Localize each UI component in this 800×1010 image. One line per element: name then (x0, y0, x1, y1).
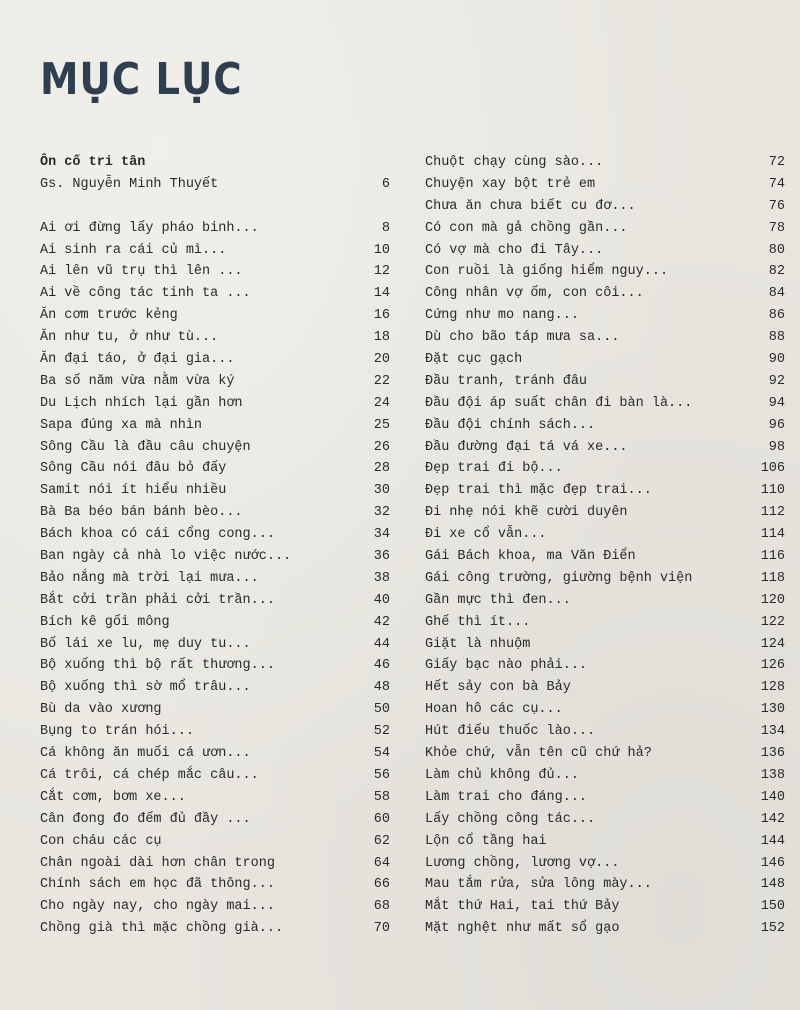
toc-entry-title: Mau tắm rửa, sửa lông mày... (425, 877, 652, 893)
toc-row (425, 896, 785, 918)
toc-entry-title: Du Lịch nhích lại gần hơn (40, 395, 243, 411)
toc-row (40, 612, 390, 634)
toc-entry-title: Bù da vào xương (40, 702, 162, 718)
toc-entry-page: 24 (373, 395, 390, 411)
toc-entry-page: 136 (760, 746, 785, 762)
toc-entry-title: Ai ơi đừng lấy pháo binh... (40, 220, 259, 236)
toc-entry-title: Ai sinh ra cái củ mì... (40, 242, 227, 258)
toc-row (425, 809, 785, 831)
toc-entry-page: 64 (373, 855, 390, 871)
toc-entry-title: Ba số năm vừa nằm vừa ký (40, 373, 235, 389)
toc-entry-page: 130 (760, 702, 785, 718)
toc-entry-page: 46 (373, 658, 390, 674)
toc-entry-title: Samit nói ít hiểu nhiều (40, 483, 227, 499)
toc-entry-title: Ăn như tu, ở như tù... (40, 330, 219, 346)
toc-row (425, 743, 785, 765)
toc-entry-page: 82 (768, 264, 785, 280)
toc-entry-title: Sông Cầu là đầu câu chuyện (40, 439, 251, 455)
toc-entry-title: Cá trôi, cá chép mắc câu... (40, 767, 259, 783)
toc-row (425, 787, 785, 809)
toc-row (40, 240, 390, 262)
toc-row (425, 458, 785, 480)
toc-row (40, 787, 390, 809)
toc-row (425, 677, 785, 699)
toc-entry-page: 126 (760, 658, 785, 674)
toc-entry-title: Hút điếu thuốc lào... (425, 724, 596, 740)
toc-entry-page: 76 (768, 198, 785, 214)
toc-entry-page: 72 (768, 155, 785, 170)
toc-entry-page: 150 (760, 899, 785, 915)
toc-row (425, 765, 785, 787)
toc-row (425, 415, 785, 437)
toc-entry-title: Sapa đúng xa mà nhìn (40, 417, 203, 433)
toc-entry-title: Đặt cục gạch (425, 352, 523, 368)
toc-entry-title: Khỏe chứ, vẫn tên cũ chứ hả? (425, 746, 652, 762)
toc-row (40, 568, 390, 590)
toc-entry-page: 98 (768, 439, 785, 455)
toc-section-row (40, 152, 390, 174)
toc-entry-title: Gs. Nguyễn Minh Thuyết (40, 176, 219, 192)
toc-entry-title: Đi nhẹ nói khẽ cười duyên (425, 505, 628, 521)
toc-entry-title: Chuyện xay bột trẻ em (425, 176, 596, 192)
toc-entry-page: 36 (373, 549, 390, 565)
toc-entry-page: 30 (373, 483, 390, 499)
toc-entry-page: 144 (760, 833, 785, 849)
toc-entry-page: 40 (373, 592, 390, 608)
toc-entry-page: 8 (381, 220, 390, 236)
toc-left-entries (40, 218, 390, 940)
toc-entry-page: 60 (373, 811, 390, 827)
toc-row (40, 546, 390, 568)
toc-entry-page: 90 (768, 352, 785, 368)
toc-entry-title: Đi xe cổ vẫn... (425, 527, 547, 543)
toc-row (425, 174, 785, 196)
toc-entry-title: Ai về công tác tinh ta ... (40, 286, 251, 302)
toc-entry-page: 20 (373, 352, 390, 368)
section-title: Ôn cố tri tân (40, 155, 146, 170)
toc-entry-title: Ăn đại táo, ở đại gia... (40, 352, 235, 368)
toc-entry-title: Làm chủ không đủ... (425, 767, 579, 783)
toc-row (425, 349, 785, 371)
toc-entry-page: 88 (768, 330, 785, 346)
toc-row (40, 655, 390, 677)
toc-entry-title: Giấy bạc nào phải... (425, 658, 588, 674)
toc-entry-page: 70 (373, 921, 390, 937)
toc-entry-title: Công nhân vợ ốm, con côi... (425, 286, 644, 302)
toc-entry-title: Chuột chạy cùng sào... (425, 155, 604, 170)
toc-entry-page: 54 (373, 746, 390, 762)
toc-row (40, 437, 390, 459)
toc-entry-title: Mặt nghệt như mất sổ gạo (425, 921, 620, 937)
toc-entry-page: 86 (768, 308, 785, 324)
toc-row (425, 699, 785, 721)
toc-row (40, 524, 390, 546)
toc-entry-page: 74 (768, 176, 785, 192)
toc-entry-title: Ghế thì ít... (425, 614, 531, 630)
toc-entry-page: 152 (760, 921, 785, 937)
toc-entry-title: Giặt là nhuộm (425, 636, 531, 652)
toc-row (40, 918, 390, 940)
toc-entry-title: Đẹp trai thì mặc đẹp trai... (425, 483, 652, 499)
toc-entry-page: 48 (373, 680, 390, 696)
toc-right-entries (425, 152, 785, 940)
toc-row (40, 393, 390, 415)
toc-row (425, 721, 785, 743)
toc-row (40, 218, 390, 240)
toc-entry-page: 134 (760, 724, 785, 740)
toc-row (425, 853, 785, 875)
toc-entry-title: Cho ngày nay, cho ngày mai... (40, 899, 275, 915)
toc-row (425, 283, 785, 305)
toc-row (40, 458, 390, 480)
toc-entry-page: 12 (373, 264, 390, 280)
toc-entry-page: 106 (760, 461, 785, 477)
toc-entry-page: 142 (760, 811, 785, 827)
toc-entry-title: Hoan hô các cụ... (425, 702, 563, 718)
toc-row (425, 437, 785, 459)
toc-entry-page: 146 (760, 855, 785, 871)
toc-row (40, 743, 390, 765)
toc-row (40, 349, 390, 371)
toc-entry-title: Lộn cổ tầng hai (425, 833, 547, 849)
toc-row (425, 371, 785, 393)
toc-entry-title: Có con mà gả chồng gần... (425, 220, 628, 236)
toc-row (40, 480, 390, 502)
toc-entry-title: Đầu tranh, tránh đâu (425, 373, 588, 389)
toc-entry-page: 26 (373, 439, 390, 455)
toc-entry-title: Chồng già thì mặc chồng già... (40, 921, 284, 937)
toc-row (40, 371, 390, 393)
toc-entry-page: 114 (760, 527, 785, 543)
toc-entry-title: Làm trai cho đáng... (425, 789, 588, 805)
toc-row (425, 524, 785, 546)
toc-entry-title: Bộ xuống thì sờ mổ trâu... (40, 680, 251, 696)
toc-row (40, 874, 390, 896)
toc-row (40, 896, 390, 918)
toc-entry-page: 16 (373, 308, 390, 324)
toc-row (40, 261, 390, 283)
toc-entry-page: 112 (760, 505, 785, 521)
toc-entry-page: 122 (760, 614, 785, 630)
toc-row (40, 677, 390, 699)
toc-row (40, 721, 390, 743)
toc-entry-title: Bích kê gối mông (40, 614, 170, 630)
toc-entry-page: 25 (373, 417, 390, 433)
toc-entry-page: 138 (760, 767, 785, 783)
toc-entry-title: Chưa ăn chưa biết cu đơ... (425, 198, 636, 214)
toc-entry-page: 116 (760, 549, 785, 565)
toc-entry-page: 28 (373, 461, 390, 477)
toc-entry-page: 10 (373, 242, 390, 258)
toc-row (425, 918, 785, 940)
toc-entry-title: Cắt cơm, bơm xe... (40, 789, 186, 805)
toc-row (425, 502, 785, 524)
toc-row (425, 831, 785, 853)
toc-row (425, 568, 785, 590)
toc-row (40, 305, 390, 327)
toc-entry-page: 66 (373, 877, 390, 893)
toc-row (425, 152, 785, 174)
toc-entry-page: 56 (373, 767, 390, 783)
toc-entry-title: Dù cho bão táp mưa sa... (425, 330, 620, 346)
toc-entry-page: 68 (373, 899, 390, 915)
toc-entry-page: 32 (373, 505, 390, 521)
toc-entry-title: Mắt thứ Hai, tai thứ Bảy (425, 899, 620, 915)
toc-entry-title: Bắt cởi trần phải cởi trần... (40, 592, 275, 608)
toc-row (425, 261, 785, 283)
toc-entry-page: 58 (373, 789, 390, 805)
toc-row (40, 853, 390, 875)
toc-entry-page: 118 (760, 570, 785, 586)
toc-entry-title: Ăn cơm trước kẻng (40, 308, 178, 324)
toc-entry-page: 18 (373, 330, 390, 346)
toc-entry-title: Đẹp trai đi bộ... (425, 461, 563, 477)
toc-entry-page: 62 (373, 833, 390, 849)
toc-entry-title: Con cháu các cụ (40, 833, 162, 849)
toc-entry-page: 148 (760, 877, 785, 893)
toc-entry-page: 14 (373, 286, 390, 302)
toc-row (40, 174, 390, 196)
toc-entry-title: Ban ngày cả nhà lo việc nước... (40, 549, 292, 565)
toc-entry-title: Gái Bách khoa, ma Văn Điển (425, 549, 636, 565)
toc-entry-page: 22 (373, 373, 390, 389)
toc-row (40, 699, 390, 721)
toc-entry-page: 120 (760, 592, 785, 608)
toc-entry-page: 84 (768, 286, 785, 302)
toc-row (425, 590, 785, 612)
toc-row (425, 655, 785, 677)
toc-right-column (425, 152, 785, 940)
toc-entry-title: Đầu đội áp suất chân đi bàn là... (425, 395, 693, 411)
toc-spacer (40, 196, 390, 218)
toc-row (425, 305, 785, 327)
toc-entry-page: 44 (373, 636, 390, 652)
toc-entry-page: 38 (373, 570, 390, 586)
toc-row (40, 283, 390, 305)
toc-row (425, 327, 785, 349)
toc-row (40, 831, 390, 853)
toc-entry-page: 6 (381, 176, 390, 192)
toc-entry-title: Cá không ăn muối cá ươn... (40, 746, 251, 762)
toc-entry-title: Sông Cầu nói đâu bỏ đấy (40, 461, 227, 477)
toc-entry-page: 140 (760, 789, 785, 805)
toc-row (425, 196, 785, 218)
toc-entry-title: Bộ xuống thì bộ rất thương... (40, 658, 275, 674)
toc-row (425, 218, 785, 240)
toc-entry-page: 128 (760, 680, 785, 696)
toc-row (425, 874, 785, 896)
toc-row (40, 327, 390, 349)
toc-entry-page: 52 (373, 724, 390, 740)
toc-entry-page: 96 (768, 417, 785, 433)
toc-row (40, 590, 390, 612)
page-title: MỤC LỤC (40, 54, 243, 105)
toc-row (425, 546, 785, 568)
toc-entry-title: Gần mực thì đen... (425, 592, 571, 608)
toc-row (40, 634, 390, 656)
toc-entry-title: Bảo nắng mà trời lại mưa... (40, 570, 259, 586)
toc-entry-title: Bố lái xe lu, mẹ duy tu... (40, 636, 251, 652)
toc-row (40, 502, 390, 524)
toc-entry-title: Bách khoa có cái cổng cong... (40, 527, 275, 543)
toc-entry-title: Con ruồi là giống hiểm nguy... (425, 264, 669, 280)
toc-entry-page: 42 (373, 614, 390, 630)
toc-row (40, 765, 390, 787)
toc-row (425, 240, 785, 262)
toc-row (425, 480, 785, 502)
toc-row (40, 809, 390, 831)
toc-entry-title: Cứng như mo nang... (425, 308, 579, 324)
toc-row (425, 393, 785, 415)
toc-entry-page: 110 (760, 483, 785, 499)
toc-entry-title: Gái công trường, giường bệnh viện (425, 570, 693, 586)
toc-entry-title: Đầu đường đại tá vá xe... (425, 439, 628, 455)
toc-entry-page: 124 (760, 636, 785, 652)
toc-entry-page: 78 (768, 220, 785, 236)
toc-entry-title: Bà Ba béo bán bánh bèo... (40, 505, 243, 521)
toc-entry-title: Bụng to trán hói... (40, 724, 194, 740)
toc-entry-title: Chính sách em học đã thông... (40, 877, 275, 893)
toc-entry-page: 80 (768, 242, 785, 258)
toc-entry-title: Cân đong đo đếm đủ đầy ... (40, 811, 251, 827)
toc-entry-title: Lấy chồng công tác... (425, 811, 596, 827)
toc-entry-title: Ai lên vũ trụ thì lên ... (40, 264, 243, 280)
toc-entry-page: 94 (768, 395, 785, 411)
toc-entry-title: Có vợ mà cho đi Tây... (425, 242, 604, 258)
toc-row (40, 415, 390, 437)
toc-entry-page: 50 (373, 702, 390, 718)
toc-row (425, 634, 785, 656)
toc-left-column (40, 152, 390, 940)
toc-entry-title: Chân ngoài dài hơn chân trong (40, 855, 275, 871)
toc-entry-page: 34 (373, 527, 390, 543)
toc-entry-title: Lương chồng, lương vợ... (425, 855, 620, 871)
toc-entry-page: 92 (768, 373, 785, 389)
toc-row (425, 612, 785, 634)
toc-entry-title: Đầu đội chính sách... (425, 417, 596, 433)
toc-entry-title: Hết sảy con bà Bảy (425, 680, 571, 696)
